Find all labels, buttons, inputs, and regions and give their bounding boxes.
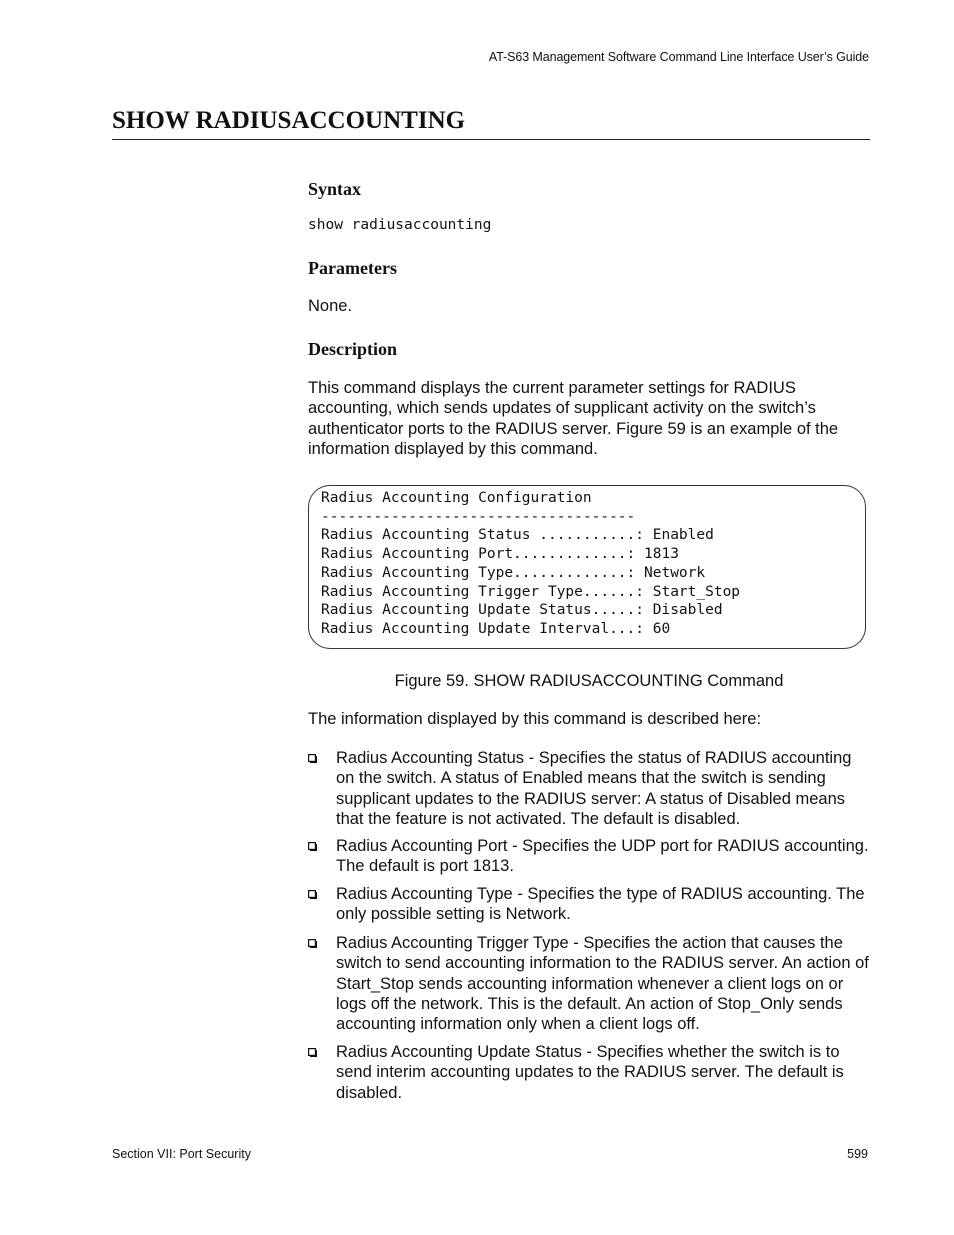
list-item-text: Radius Accounting Type - Specifies the type of RADIUS accounting. The only possible setting is Network.: [336, 885, 865, 924]
checkbox-bullet-icon: [308, 890, 317, 899]
output-line: Radius Accounting Trigger Type......: Start_Stop: [321, 583, 741, 600]
checkbox-bullet-icon: [308, 1048, 317, 1057]
list-item-text: Radius Accounting Status - Specifies the status of RADIUS accounting on the switch. A status of Enabled means that the switch is sending supplicant updates to the RADIUS server: A status of Disabled means that the feature is not activated. The default is disabled.: [336, 749, 852, 828]
description-text: This command displays the current parameter settings for RADIUS accounting, which sends updates of supplicant activity on the switch’s authenticator ports to the RADIUS server. Figure 59 is an example of the information displayed by this command.: [308, 379, 839, 458]
page-number: 599: [847, 1147, 868, 1161]
output-line: Radius Accounting Update Interval...: 60: [321, 620, 671, 637]
intro-text: The information displayed by this command is described here:: [308, 710, 762, 728]
footer-section: Section VII: Port Security: [112, 1147, 251, 1161]
checkbox-bullet-icon: [308, 754, 317, 763]
figure-caption: Figure 59. SHOW RADIUSACCOUNTING Command: [394, 672, 784, 690]
list-item-text: Radius Accounting Port - Specifies the UDP port for RADIUS accounting. The default is port 1813.: [336, 837, 869, 876]
output-line: Radius Accounting Type.............: Network: [321, 564, 706, 581]
parameters-heading: Parameters: [308, 258, 397, 278]
output-line: Radius Accounting Port.............: 1813: [321, 546, 679, 563]
output-line: Radius Accounting Configuration: [321, 490, 592, 506]
output-line: Radius Accounting Status ...........: Enabled: [321, 527, 714, 544]
list-item-text: Radius Accounting Update Status - Specifies whether the switch is to send interim accounting updates to the RADIUS server. The default is disabled.: [336, 1043, 844, 1102]
page-title: SHOW RADIUSACCOUNTING: [112, 106, 870, 140]
syntax-command: show radiusaccounting: [308, 217, 492, 233]
description-heading: Description: [308, 339, 397, 359]
running-header: AT-S63 Management Software Command Line Interface User’s Guide: [488, 50, 869, 64]
command-output-figure: [308, 485, 866, 649]
parameters-text: None.: [308, 297, 353, 315]
checkbox-bullet-icon: [308, 939, 317, 948]
output-line: Radius Accounting Update Status.....: Disabled: [321, 602, 723, 619]
syntax-heading: Syntax: [308, 179, 362, 199]
checkbox-bullet-icon: [308, 842, 317, 851]
list-item-text: Radius Accounting Trigger Type - Specifies the action that causes the switch to send accounting information to the RADIUS server. An action of Start_Stop sends accounting information whenever a client logs on or logs off the network. This is the default. An action of Stop_Only sends accounting information only when a client logs off.: [336, 934, 869, 1034]
output-line: ------------------------------------: [321, 508, 636, 525]
